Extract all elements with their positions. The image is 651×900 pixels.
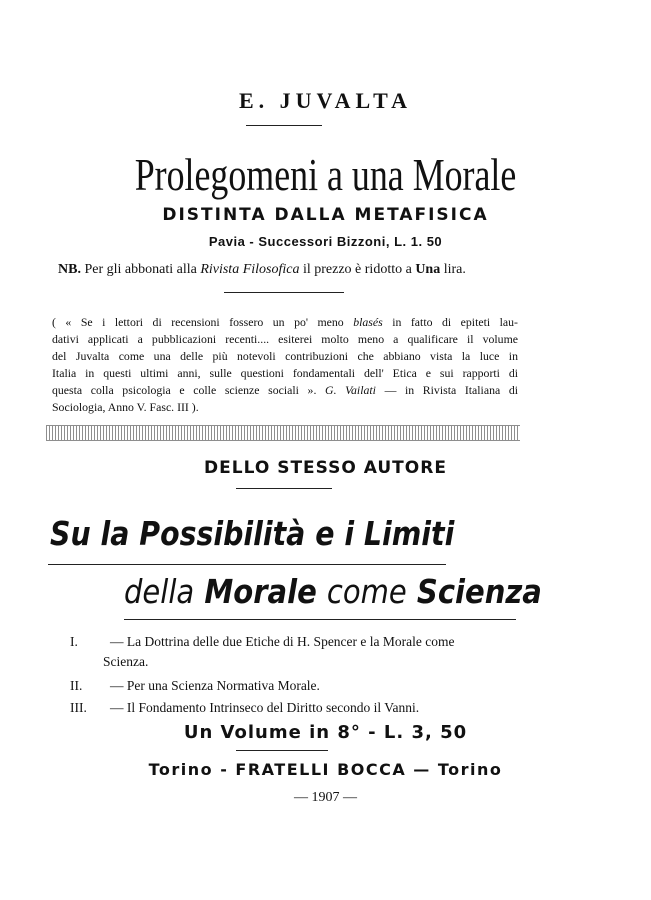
ornamental-border — [46, 425, 520, 441]
review-line: dativi applicati a pubblicazioni recenti.... esiterei molto meno a qualificare il volume — [52, 332, 518, 346]
book-subtitle: DISTINTA DALLA METAFISICA — [162, 205, 489, 225]
contents-item: III. — Il Fondamento Intrinseco del Diritto secondo il Vanni. — [70, 700, 420, 715]
nb-text: lira. — [443, 262, 466, 277]
book2-title-line1: Su la Possibilità e i Limiti — [50, 514, 455, 553]
divider — [48, 564, 446, 565]
publication-year: — 1907 — — [294, 790, 357, 805]
divider — [224, 292, 344, 293]
review-quote — [52, 314, 518, 416]
publisher-price: Pavia - Successori Bizzoni, L. 1. 50 — [208, 234, 443, 249]
review-line: Sociologia, Anno V. Fasc. III ). — [52, 400, 199, 414]
reviewer-name: G. Vailati — [325, 383, 376, 397]
nb-journal: Rivista Filosofica — [200, 262, 300, 277]
volume-price: Un Volume in 8° - L. 3, 50 — [183, 722, 468, 743]
contents-item: II. — Per una Scienza Normativa Morale. — [70, 678, 320, 693]
nb-label: NB. — [58, 262, 81, 277]
divider — [236, 488, 332, 489]
nb-text: Per gli abbonati alla — [84, 262, 197, 277]
divider — [124, 619, 516, 620]
review-line: del Juvalta come una delle più notevoli contribuzioni che abbiano vista la luce in — [52, 349, 518, 363]
divider — [246, 125, 322, 126]
contents-item: I. — La Dottrina delle due Etiche di H. Spencer e la Morale come Scienza. — [70, 634, 455, 669]
review-line: Italia in questi ultimi anni, sulle questioni fondamentali dell' Etica e sui rapporti di — [52, 366, 518, 380]
review-line: ( « Se i lettori di recensioni fossero un po' meno blasés in fatto di epiteti lau- — [52, 315, 518, 329]
publisher-imprint: Torino - FRATELLI BOCCA — Torino — [148, 760, 503, 779]
subscriber-note — [58, 262, 598, 278]
nb-text: il prezzo è ridotto a — [302, 262, 412, 277]
nb-una: Una — [415, 262, 441, 277]
book-title: Prolegomeni a una Morale — [134, 149, 517, 200]
section-heading: DELLO STESSO AUTORE — [204, 458, 447, 478]
book2-title-line2: della Morale come Scienza — [124, 572, 542, 611]
divider — [236, 750, 328, 751]
review-line: questa colla psicologia e colle scienze sociali ». G. Vailati — in Rivista Italiana di — [52, 383, 519, 397]
author-name: E. JUVALTA — [238, 88, 413, 113]
